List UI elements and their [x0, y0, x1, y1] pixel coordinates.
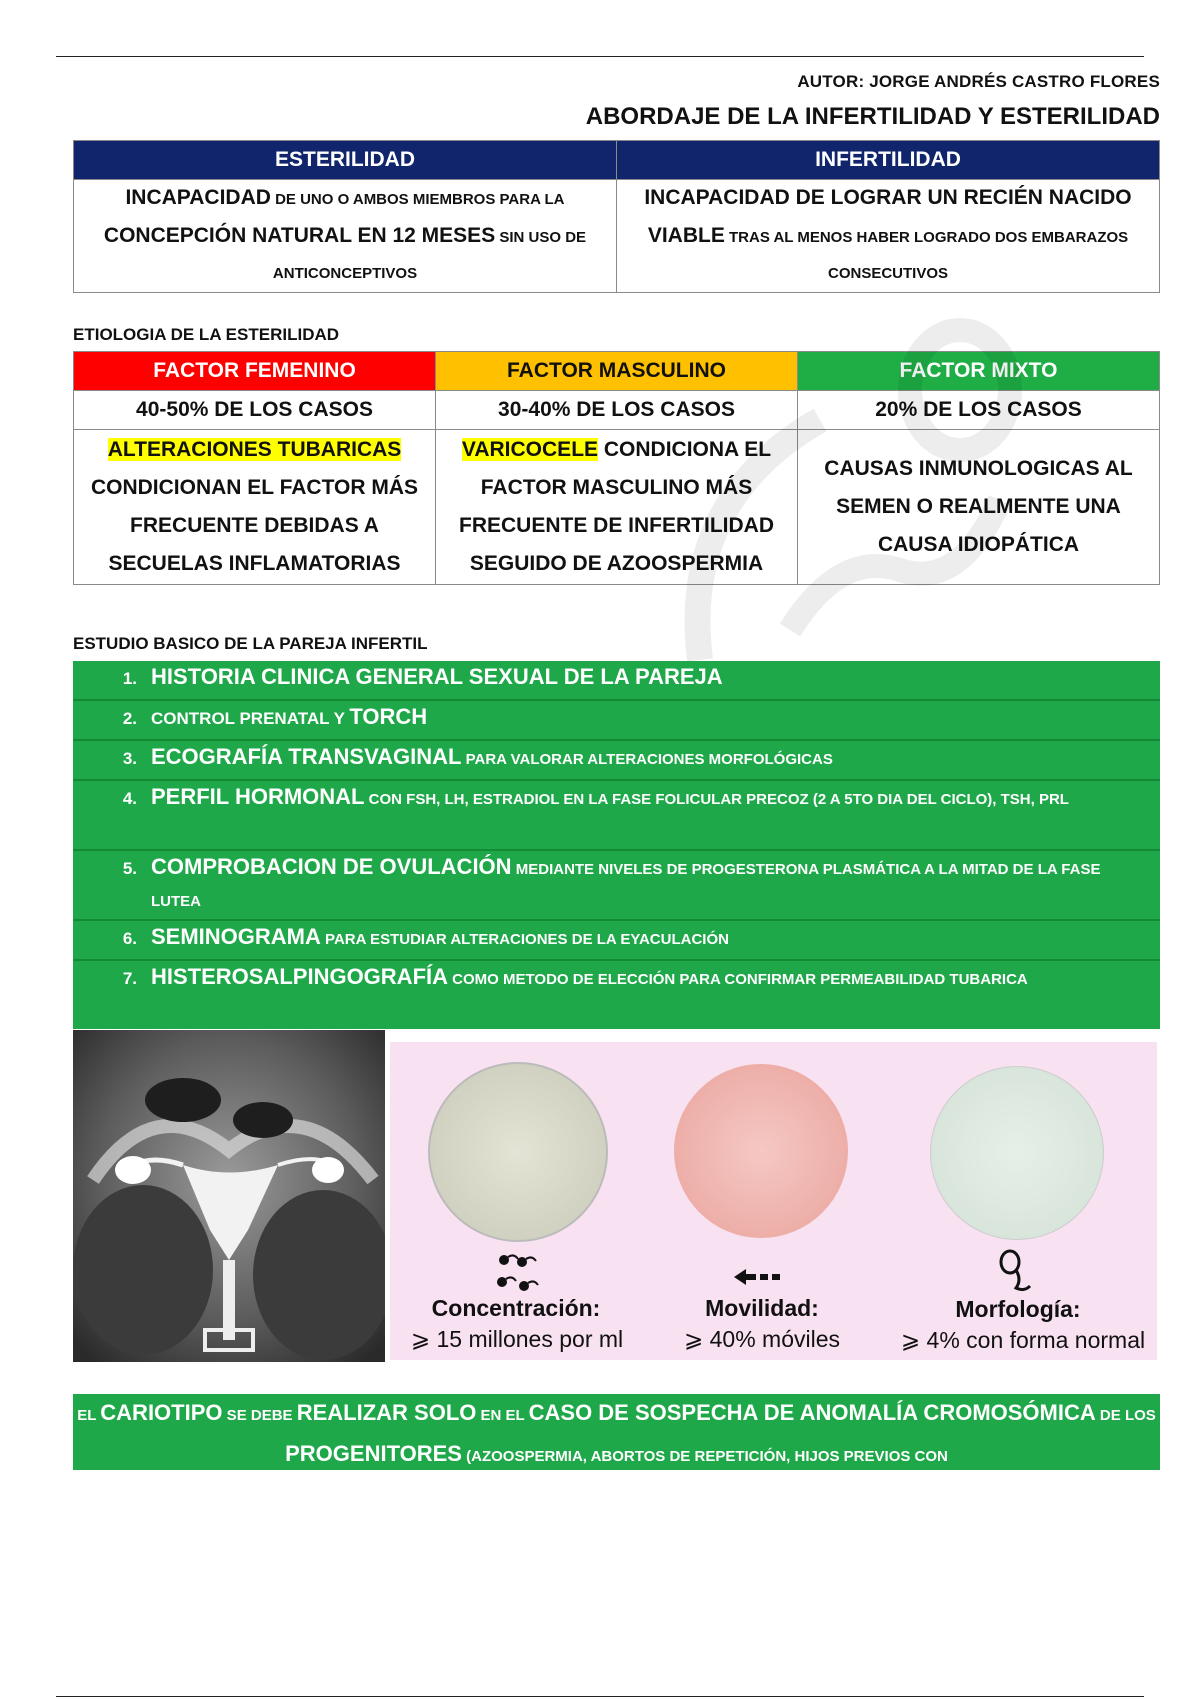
- motility-arrow-icon: [730, 1262, 790, 1292]
- header-mixed-factor: FACTOR MIXTO: [798, 352, 1160, 391]
- xray-drawing: [73, 1030, 385, 1362]
- definition-infertilidad: [617, 180, 1160, 293]
- def-est-text1: DE UNO O AMBOS MIEMBROS PARA LA: [270, 191, 565, 208]
- study-item: [73, 921, 1160, 961]
- study-item-text: [151, 661, 1160, 699]
- study-item-number: 2.: [122, 709, 137, 728]
- note-text: (AZOOSPERMIA, ABORTOS DE REPETICIÓN, HIJOS PREVIOS CON: [461, 1448, 948, 1465]
- study-item-prefix: CONTROL PRENATAL Y: [151, 709, 350, 728]
- study-item-key: HISTORIA CLINICA GENERAL SEXUAL DE LA PAREJA: [151, 664, 723, 689]
- female-description: [74, 430, 436, 585]
- header-esterilidad: ESTERILIDAD: [74, 141, 617, 180]
- study-item: [73, 741, 1160, 781]
- etiology-table: [73, 351, 1160, 585]
- study-item-rest: COMO METODO DE ELECCIÓN PARA CONFIRMAR PERMEABILIDAD TUBARICA: [448, 971, 1028, 988]
- study-item-number: 7.: [122, 969, 137, 988]
- note-text: EN EL: [476, 1407, 529, 1424]
- note-key: CASO DE SOSPECHA DE ANOMALÍA CROMOSÓMICA: [528, 1400, 1096, 1425]
- definition-esterilidad: [74, 180, 617, 293]
- morphology-title: Morfología:: [955, 1296, 1081, 1322]
- definitions-table: [73, 140, 1160, 293]
- def-est-key2: CONCEPCIÓN NATURAL EN 12 MESES: [103, 224, 496, 247]
- study-item-text: [151, 701, 1160, 739]
- study-item-key: SEMINOGRAMA: [151, 924, 321, 949]
- mixed-percentage: 20% DE LOS CASOS: [798, 391, 1160, 430]
- note-text: DE LOS: [1095, 1407, 1156, 1424]
- study-item-rest: CON FSH, LH, ESTRADIOL EN LA FASE FOLICULAR PRECOZ (2 A 5TO DIA DEL CICLO), TSH, PRL: [364, 791, 1069, 808]
- study-item-rest: PARA ESTUDIAR ALTERACIONES DE LA EYACULACIÓN: [320, 931, 729, 948]
- study-item: [73, 781, 1160, 851]
- study-item: [73, 701, 1160, 741]
- def-est-key1: INCAPACIDAD: [125, 186, 271, 209]
- study-item: [73, 961, 1160, 1029]
- study-item-key: TORCH: [349, 704, 428, 729]
- study-item-number: 1.: [122, 669, 137, 688]
- study-item-key: HISTEROSALPINGOGRAFÍA: [151, 964, 449, 989]
- top-rule: [56, 56, 1144, 57]
- bottom-rule: [56, 1696, 1144, 1697]
- concentration-micrograph: [428, 1062, 608, 1242]
- study-item: [73, 851, 1160, 921]
- header-male-factor: FACTOR MASCULINO: [436, 352, 798, 391]
- def-inf-key: INCAPACIDAD DE LOGRAR UN RECIÉN NACIDO VIABLE: [644, 186, 1132, 247]
- study-item-number: 5.: [122, 859, 137, 878]
- header-infertilidad: INFERTILIDAD: [617, 141, 1160, 180]
- note-key: REALIZAR SOLO: [296, 1400, 477, 1425]
- male-percentage: 30-40% DE LOS CASOS: [436, 391, 798, 430]
- male-highlight: VARICOCELE: [461, 438, 599, 461]
- motility-title: Movilidad:: [705, 1295, 819, 1321]
- study-item: [73, 661, 1160, 701]
- concentration-title: Concentración:: [431, 1295, 601, 1321]
- female-desc-text: CONDICIONAN EL FACTOR MÁS FRECUENTE DEBIDAS A SECUELAS INFLAMATORIAS: [90, 476, 419, 575]
- concentration-sperm-icon: [488, 1248, 548, 1298]
- document-title: ABORDAJE DE LA INFERTILIDAD Y ESTERILIDAD: [585, 103, 1160, 130]
- study-item-rest: MEDIANTE NIVELES DE PROGESTERONA PLASMÁTICA A LA MITAD DE LA FASE LUTEA: [151, 861, 1101, 910]
- note-text: EL: [77, 1407, 101, 1424]
- study-list: [73, 661, 1160, 1029]
- karyotype-note: [73, 1394, 1160, 1470]
- motility-micrograph: [674, 1064, 848, 1238]
- hysterosalpingography-image: [73, 1030, 385, 1362]
- male-description: [436, 430, 798, 585]
- study-item-number: 4.: [122, 789, 137, 808]
- morphology-value: ⩾ 4% con forma normal: [900, 1327, 1146, 1353]
- def-est-text2: SIN USO DE ANTICONCEPTIVOS: [272, 229, 587, 282]
- etiology-label: ETIOLOGIA DE LA ESTERILIDAD: [73, 325, 340, 344]
- motility-value: ⩾ 40% móviles: [683, 1326, 841, 1352]
- study-item-text: [151, 921, 1160, 959]
- author-line: AUTOR: JORGE ANDRÉS CASTRO FLORES: [797, 72, 1160, 91]
- study-item-text: [151, 851, 1160, 919]
- study-item-rest: PARA VALORAR ALTERACIONES MORFOLÓGICAS: [461, 751, 833, 768]
- header-female-factor: FACTOR FEMENINO: [74, 352, 436, 391]
- note-key: CARIOTIPO: [100, 1400, 223, 1425]
- note-key: PROGENITORES: [285, 1441, 462, 1466]
- concentration-value: ⩾ 15 millones por ml: [410, 1326, 624, 1352]
- study-item-key: ECOGRAFÍA TRANSVAGINAL: [151, 744, 462, 769]
- study-item-number: 6.: [122, 929, 137, 948]
- study-item-text: [151, 961, 1160, 1029]
- def-inf-text: TRAS AL MENOS HABER LOGRADO DOS EMBARAZOS CONSECUTIVOS: [724, 229, 1129, 282]
- female-highlight: ALTERACIONES TUBARICAS: [107, 438, 402, 461]
- study-item-key: PERFIL HORMONAL: [151, 784, 365, 809]
- study-item-number: 3.: [122, 749, 137, 768]
- study-item-text: [151, 741, 1160, 779]
- study-item-text: [151, 781, 1160, 849]
- study-label: ESTUDIO BASICO DE LA PAREJA INFERTIL: [73, 634, 428, 653]
- study-item-key: COMPROBACION DE OVULACIÓN: [151, 854, 512, 879]
- male-desc-text: CONDICIONA EL FACTOR MASCULINO MÁS FRECUENTE DE INFERTILIDAD SEGUIDO DE AZOOSPERMIA: [459, 438, 774, 575]
- note-text: SE DEBE: [222, 1407, 297, 1424]
- female-percentage: 40-50% DE LOS CASOS: [74, 391, 436, 430]
- mixed-description: CAUSAS INMUNOLOGICAS AL SEMEN O REALMENTE UNA CAUSA IDIOPÁTICA: [798, 430, 1160, 585]
- morphology-sperm-icon: [992, 1246, 1042, 1296]
- morphology-micrograph: [930, 1066, 1104, 1240]
- semen-parameters-panel: [390, 1042, 1157, 1360]
